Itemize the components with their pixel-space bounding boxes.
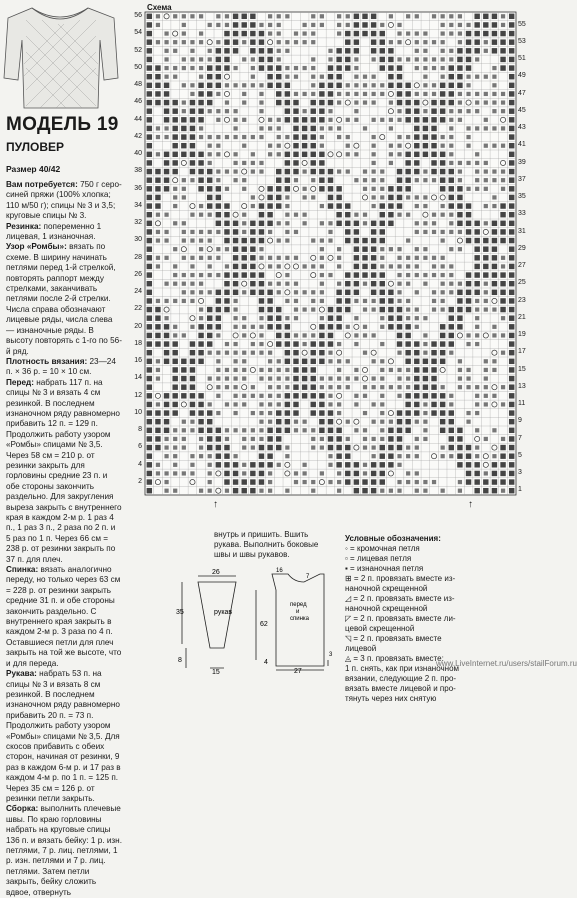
row-number-left: 2	[138, 477, 142, 485]
row-number-left: 16	[134, 357, 142, 364]
instruction-text: набрать 53 п. на спицы № 3 и вязать 8 см резинкой. В последнем изнаночном ряду равномерно прибавить 20 п. = 73 п. Продолжить работу узором «Ромбы» спицами № 3,5. Для скосов прибавить с обеих сторон, начиная от резинки, 9 раз в каждом 6-м р. и 17 раз в каждом 4-м р. по 1 п. = 125 п. Через 35 см = 126 р. от резинки петли закрыть.	[6, 669, 121, 803]
legend	[345, 534, 535, 704]
diagram-body-label	[290, 602, 310, 622]
row-number-right: 27	[518, 262, 526, 270]
row-number-left: 6	[138, 443, 142, 451]
row-number-left: 50	[134, 63, 142, 71]
instruction-paragraph	[6, 357, 122, 378]
instruction-paragraph	[6, 804, 122, 898]
row-number-left: 46	[134, 98, 142, 106]
row-number-left: 56	[134, 12, 142, 19]
legend-item: наночной скрещенной	[345, 584, 428, 593]
instruction-label: Сборка:	[6, 804, 39, 814]
diagram-sleeve-35: 35	[176, 609, 184, 616]
row-number-right: 9	[518, 417, 522, 425]
row-number-right: 15	[518, 365, 526, 373]
legend-item: ◿ = 2 п. провязать вместе из-	[345, 594, 455, 603]
instruction-label: Спинка:	[6, 565, 39, 575]
row-number-right: 41	[518, 141, 526, 149]
instruction-text: вязать аналогично переду, но только через 63 см = 228 р. от резинки закрыть средние 31 п. и обе стороны закончить раздельно. С внутреннего края закрыть в каждом 2-м р. 3 раза по 4 п. Оставшиеся петли для плеч закрыть на той же высоте, что и для переда.	[6, 565, 122, 668]
instruction-paragraph	[6, 222, 122, 243]
legend-item: 1 п. снять, как при изнаночном	[345, 664, 460, 673]
row-number-right: 21	[518, 313, 526, 321]
knitting-chart	[145, 12, 516, 495]
row-number-right: 43	[518, 124, 526, 132]
instruction-paragraph	[6, 378, 122, 565]
row-number-left: 20	[134, 322, 142, 330]
start-arrow-icon: ↑	[213, 499, 218, 510]
row-number-right: 39	[518, 158, 526, 166]
row-number-left: 34	[134, 201, 142, 209]
model-title: МОДЕЛЬ 19	[6, 114, 119, 135]
row-number-right: 13	[518, 382, 526, 390]
diagram-body-label-2: и	[296, 609, 300, 615]
instruction-paragraph	[6, 180, 122, 222]
legend-item: ◸ = 2 п. провязать вместе ли-	[345, 614, 456, 623]
row-number-left: 4	[138, 460, 142, 468]
row-number-left: 24	[134, 288, 142, 295]
row-number-left: 10	[134, 408, 142, 416]
legend-item: вязать вместе лицевой и про-	[345, 684, 456, 693]
row-number-left: 52	[134, 46, 142, 54]
row-number-left: 8	[138, 426, 142, 433]
instruction-text: 23—24 п. × 36 р. = 10 × 10 см.	[6, 356, 116, 377]
row-number-left: 38	[134, 167, 142, 175]
row-number-left: 32	[134, 219, 142, 226]
row-number-left: 36	[134, 184, 142, 192]
legend-item: ▪ = изнаночная петля	[345, 564, 424, 573]
instruction-label: Перед:	[6, 377, 34, 387]
row-number-left: 54	[134, 29, 142, 37]
row-number-left: 12	[134, 391, 142, 399]
diagram-sleeve-8: 8	[178, 657, 182, 664]
row-number-right: 49	[518, 72, 526, 80]
row-number-right: 1	[518, 486, 522, 494]
row-number-left: 40	[134, 150, 142, 157]
row-number-right: 11	[518, 400, 526, 408]
row-number-right: 55	[518, 20, 526, 28]
row-number-left: 28	[134, 253, 142, 261]
instructions-column	[6, 180, 122, 898]
row-number-right: 31	[518, 227, 526, 235]
row-number-right: 45	[518, 106, 526, 114]
legend-item: тянуть через них снятую	[345, 694, 437, 703]
diagram-body-62: 62	[260, 621, 268, 628]
legend-items	[345, 544, 535, 704]
pattern-schematic	[176, 570, 336, 674]
instruction-label: Узор «Ромбы»:	[6, 242, 67, 252]
instruction-label: Вам потребуется:	[6, 180, 78, 189]
instruction-text: 750 г серо-синей пряжи (100% хлопка; 110 м/50 г); спицы № 3 и 3,5; круговые спицы № 3.	[6, 180, 122, 221]
legend-item: ◬ = 3 п. провязать вместе:	[345, 654, 444, 663]
instructions-continuation: внутрь и пришить. Вшить рукава. Выполнить боковые швы и швы рукавов.	[214, 530, 319, 559]
right-row-numbers	[518, 12, 538, 495]
instruction-text: набрать 117 п. на спицы № 3 и вязать 4 см резинкой. В последнем изнаночном ряду равномерно прибавить 12 п. = 129 п. Продолжить работу узором «Ромбы» спицами № 3,5. Через 58 см = 210 р. от резинки закрыть для горловины средние 23 п. и обе стороны закончить раздельно. Для закругления выреза закрыть с внутреннего края в каждом 2-м р. 1 раз 4 п., 1 раз 3 п., 2 раза по 2 п. и 5 раз по 1 п. Через 66 см = 238 р. от резинки закрыть по 37 п. для плеч.	[6, 377, 122, 564]
row-number-left: 42	[134, 132, 142, 140]
pullover-sketch	[2, 0, 120, 112]
legend-item: ⊞ = 2 п. провязать вместе из-	[345, 574, 456, 583]
instruction-label: Рукава:	[6, 669, 37, 679]
instruction-label: Резинка:	[6, 221, 42, 231]
row-number-left: 44	[134, 115, 142, 123]
diagram-sleeve-bottom: 15	[212, 669, 220, 676]
row-number-right: 5	[518, 451, 522, 459]
legend-item: лицевой	[345, 644, 377, 653]
row-number-right: 17	[518, 348, 526, 356]
diagram-body-top-left: 16	[276, 568, 283, 574]
instruction-paragraph	[6, 242, 122, 356]
diagram-body-4: 4	[264, 659, 268, 666]
row-number-right: 47	[518, 89, 526, 97]
row-number-right: 51	[518, 55, 526, 63]
instruction-paragraph	[6, 669, 122, 804]
diagram-body-label-1: перед	[290, 602, 307, 608]
legend-item: вязании, следующие 2 п. про-	[345, 674, 457, 683]
row-number-left: 22	[134, 305, 142, 313]
legend-item: наночной скрещенной	[345, 604, 428, 613]
row-number-right: 53	[518, 37, 526, 45]
row-number-left: 26	[134, 270, 142, 278]
row-number-left: 30	[134, 236, 142, 244]
row-number-right: 19	[518, 331, 526, 339]
legend-item: цевой скрещенной	[345, 624, 415, 633]
diagram-body-top-right: 7	[306, 574, 310, 580]
row-number-right: 25	[518, 279, 526, 287]
row-number-right: 35	[518, 193, 526, 201]
instruction-label: Плотность вязания:	[6, 356, 88, 366]
row-number-right: 23	[518, 296, 526, 304]
diagram-body-3: 3	[329, 652, 333, 658]
row-number-right: 7	[518, 434, 522, 442]
instruction-text: попеременно 1 лицевая, 1 изнаночная.	[6, 221, 102, 242]
instruction-text: вязать по схеме. В ширину начинать петлями перед 1-й стрелкой, повторять раппорт между стрелками, заканчивать петлями после 2-й стрелки. Числа справа обозначают лицевые ряды, числа слева — изнаночные ряды. В высоту повторять с 1-го по 56-й ряд.	[6, 242, 122, 356]
row-number-right: 37	[518, 175, 526, 183]
row-number-right: 33	[518, 210, 526, 218]
row-number-left: 48	[134, 81, 142, 88]
scheme-label: Схема	[147, 3, 172, 12]
row-number-right: 29	[518, 244, 526, 252]
row-number-left: 18	[134, 339, 142, 347]
end-arrow-icon: ↑	[468, 499, 473, 510]
left-row-numbers	[128, 12, 142, 495]
diagram-body-label-3: спинка	[290, 616, 310, 622]
model-subtitle: ПУЛОВЕР	[6, 140, 65, 154]
diagram-body-bottom: 27	[294, 668, 302, 675]
row-number-left: 14	[134, 374, 142, 382]
size-line: Размер 40/42	[6, 164, 61, 174]
legend-item: ▫ = лицевая петля	[345, 554, 412, 563]
instruction-paragraph	[6, 565, 122, 669]
legend-item: ◹ = 2 п. провязать вместе	[345, 634, 442, 643]
diagram-sleeve-label: рукав	[214, 609, 233, 616]
watermark: www.LiveInternet.ru/users/stailForum.ru	[436, 659, 577, 668]
legend-title: Условные обозначения:	[345, 534, 441, 543]
row-number-right: 3	[518, 469, 522, 477]
diagram-sleeve-top: 26	[212, 569, 220, 576]
instruction-text: выполнить плечевые швы. По краю горловины набрать на круговые спицы 136 п. и вязать бейку: 1 р. изн. петлями, 7 р. лиц. петлями, 1 р. изн. петлями и 7 р. лиц. петлями. Затем петли закрыть, бейку сложить вдвое, отвернуть	[6, 804, 122, 897]
legend-item: ◦ = кромочная петля	[345, 544, 420, 553]
